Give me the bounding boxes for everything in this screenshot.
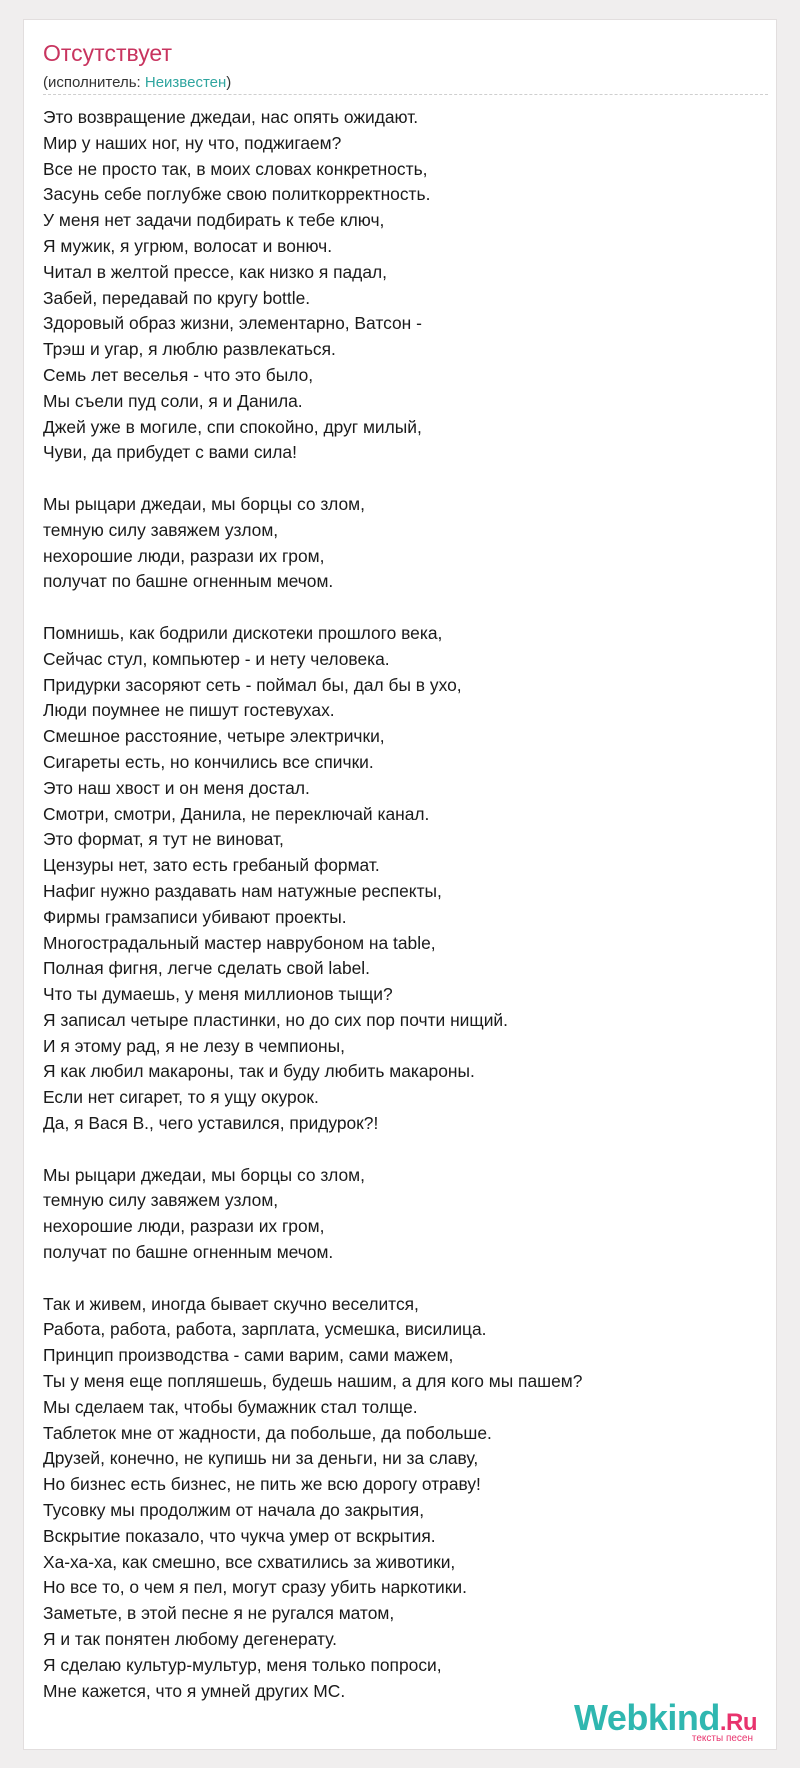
lyric-line: Здоровый образ жизни, элементарно, Ватсон - xyxy=(43,313,422,334)
lyric-line: нехорошие люди, разрази их гром, xyxy=(43,545,325,566)
lyric-line: Засунь себе поглубже свою политкорректность. xyxy=(43,184,431,205)
stanza-break xyxy=(43,1266,763,1292)
lyric-line: Я записал четыре пластинки, но до сих пор почти нищий. xyxy=(43,1009,508,1030)
lyric-line: Полная фигня, легче сделать свой label. xyxy=(43,958,370,979)
lyric-line: Мы рыцари джедаи, мы борцы со злом, xyxy=(43,493,365,514)
lyric-line: Это формат, я тут не виноват, xyxy=(43,829,284,850)
lyric-line: Забей, передавай по кругу bottle. xyxy=(43,287,311,308)
artist-suffix: ) xyxy=(226,74,232,91)
lyric-line: темную силу завяжем узлом, xyxy=(43,1190,279,1211)
lyric-line: Нафиг нужно раздавать нам натужные респекты, xyxy=(43,880,442,901)
lyric-line: Ха-ха-ха, как смешно, все схватились за животики, xyxy=(43,1551,456,1572)
lyric-line: Мне кажется, что я умней других МС. xyxy=(43,1680,346,1701)
lyric-line: И я этому рад, я не лезу в чемпионы, xyxy=(43,1035,345,1056)
lyrics-card xyxy=(23,19,777,1750)
lyric-line: Мы сделаем так, чтобы бумажник стал толще. xyxy=(43,1396,418,1417)
lyric-line: Работа, работа, работа, зарплата, усмешка, висилица. xyxy=(43,1319,487,1340)
lyric-line: получат по башне огненным мечом. xyxy=(43,571,334,592)
stanza-break xyxy=(43,1137,763,1163)
lyric-line: Люди поумнее не пишут гостевухах. xyxy=(43,700,335,721)
logo-brand: Webkind xyxy=(573,1697,720,1738)
webkind-logo xyxy=(573,1697,757,1744)
lyric-line: Так и живем, иногда бывает скучно веселится, xyxy=(43,1293,419,1314)
lyric-line: Это наш хвост и он меня достал. xyxy=(43,777,310,798)
lyric-line: Мир у наших ног, ну что, поджигаем? xyxy=(43,132,342,153)
lyric-line: нехорошие люди, разрази их гром, xyxy=(43,1216,325,1237)
lyric-line: Джей уже в могиле, спи спокойно, друг милый, xyxy=(43,416,422,437)
lyric-line: У меня нет задачи подбирать к тебе ключ, xyxy=(43,210,385,231)
lyric-line: Смешное расстояние, четыре электрички, xyxy=(43,726,385,747)
lyric-line: Сигареты есть, но кончились все спички. xyxy=(43,751,374,772)
lyric-line: Но все то, о чем я пел, могут сразу убить наркотики. xyxy=(43,1577,467,1598)
lyric-line: темную силу завяжем узлом, xyxy=(43,519,279,540)
lyric-line: Трэш и угар, я люблю развлекаться. xyxy=(43,339,336,360)
lyric-line: Вскрытие показало, что чукча умер от вскрытия. xyxy=(43,1525,436,1546)
lyric-line: Помнишь, как бодрили дискотеки прошлого века, xyxy=(43,622,443,643)
lyric-line: Мы съели пуд соли, я и Данила. xyxy=(43,390,303,411)
lyric-line: Семь лет веселья - что это было, xyxy=(43,364,314,385)
lyric-line: Ты у меня еще попляшешь, будешь нашим, а для кого мы пашем? xyxy=(43,1371,583,1392)
lyrics-body xyxy=(43,105,763,1704)
lyric-line: Друзей, конечно, не купишь ни за деньги, ни за славу, xyxy=(43,1448,479,1469)
lyric-line: Я мужик, я угрюм, волосат и вонюч. xyxy=(43,235,333,256)
lyric-line: Цензуры нет, зато есть гребаный формат. xyxy=(43,855,380,876)
lyric-line: Если нет сигарет, то я ущу окурок. xyxy=(43,1087,319,1108)
lyric-line: Я и так понятен любому дегенерату. xyxy=(43,1629,337,1650)
artist-link[interactable]: Неизвестен xyxy=(144,74,227,91)
lyric-line: Сейчас стул, компьютер - и нету человека. xyxy=(43,648,390,669)
lyric-line: Это возвращение джедаи, нас опять ожидают. xyxy=(43,107,419,127)
stanza-break xyxy=(43,595,763,621)
lyric-line: Я как любил макароны, так и буду любить макароны. xyxy=(43,1061,475,1082)
lyric-line: Читал в желтой прессе, как низко я падал, xyxy=(43,261,387,282)
lyric-line: Да, я Вася В., чего уставился, придурок?! xyxy=(43,1113,379,1134)
lyric-line: Многострадальный мастер наврубоном на table, xyxy=(43,932,436,953)
lyric-line: Смотри, смотри, Данила, не переключай канал. xyxy=(43,803,430,824)
lyric-line: Принцип производства - сами варим, сами мажем, xyxy=(43,1345,454,1366)
lyric-line: Придурки засоряют сеть - поймал бы, дал бы в ухо, xyxy=(43,674,462,695)
lyric-line: Что ты думаешь, у меня миллионов тыщи? xyxy=(43,984,393,1005)
lyric-line: Заметьте, в этой песне я не ругался матом, xyxy=(43,1603,395,1624)
lyric-line: Таблеток мне от жадности, да побольше, да побольше. xyxy=(43,1422,492,1443)
stanza-break xyxy=(43,466,763,492)
divider xyxy=(43,94,768,95)
lyric-line: получат по башне огненным мечом. xyxy=(43,1242,334,1263)
lyric-line: Тусовку мы продолжим от начала до закрытия, xyxy=(43,1500,425,1521)
lyric-line: Мы рыцари джедаи, мы борцы со злом, xyxy=(43,1164,365,1185)
lyric-line: Все не просто так, в моих словах конкретность, xyxy=(43,158,428,179)
lyric-line: Фирмы грамзаписи убивают проекты. xyxy=(43,906,347,927)
logo-tagline: тексты песен xyxy=(691,1733,753,1744)
artist-line xyxy=(43,74,231,91)
lyric-line: Но бизнес есть бизнес, не пить же всю дорогу отраву! xyxy=(43,1474,481,1495)
lyric-line: Чуви, да прибудет с вами сила! xyxy=(43,442,297,463)
artist-prefix: (исполнитель: xyxy=(43,74,145,91)
song-title: Отсутствует xyxy=(43,40,172,66)
logo-tld: .Ru xyxy=(719,1709,757,1736)
lyric-line: Я сделаю культур-мультур, меня только попроси, xyxy=(43,1654,442,1675)
